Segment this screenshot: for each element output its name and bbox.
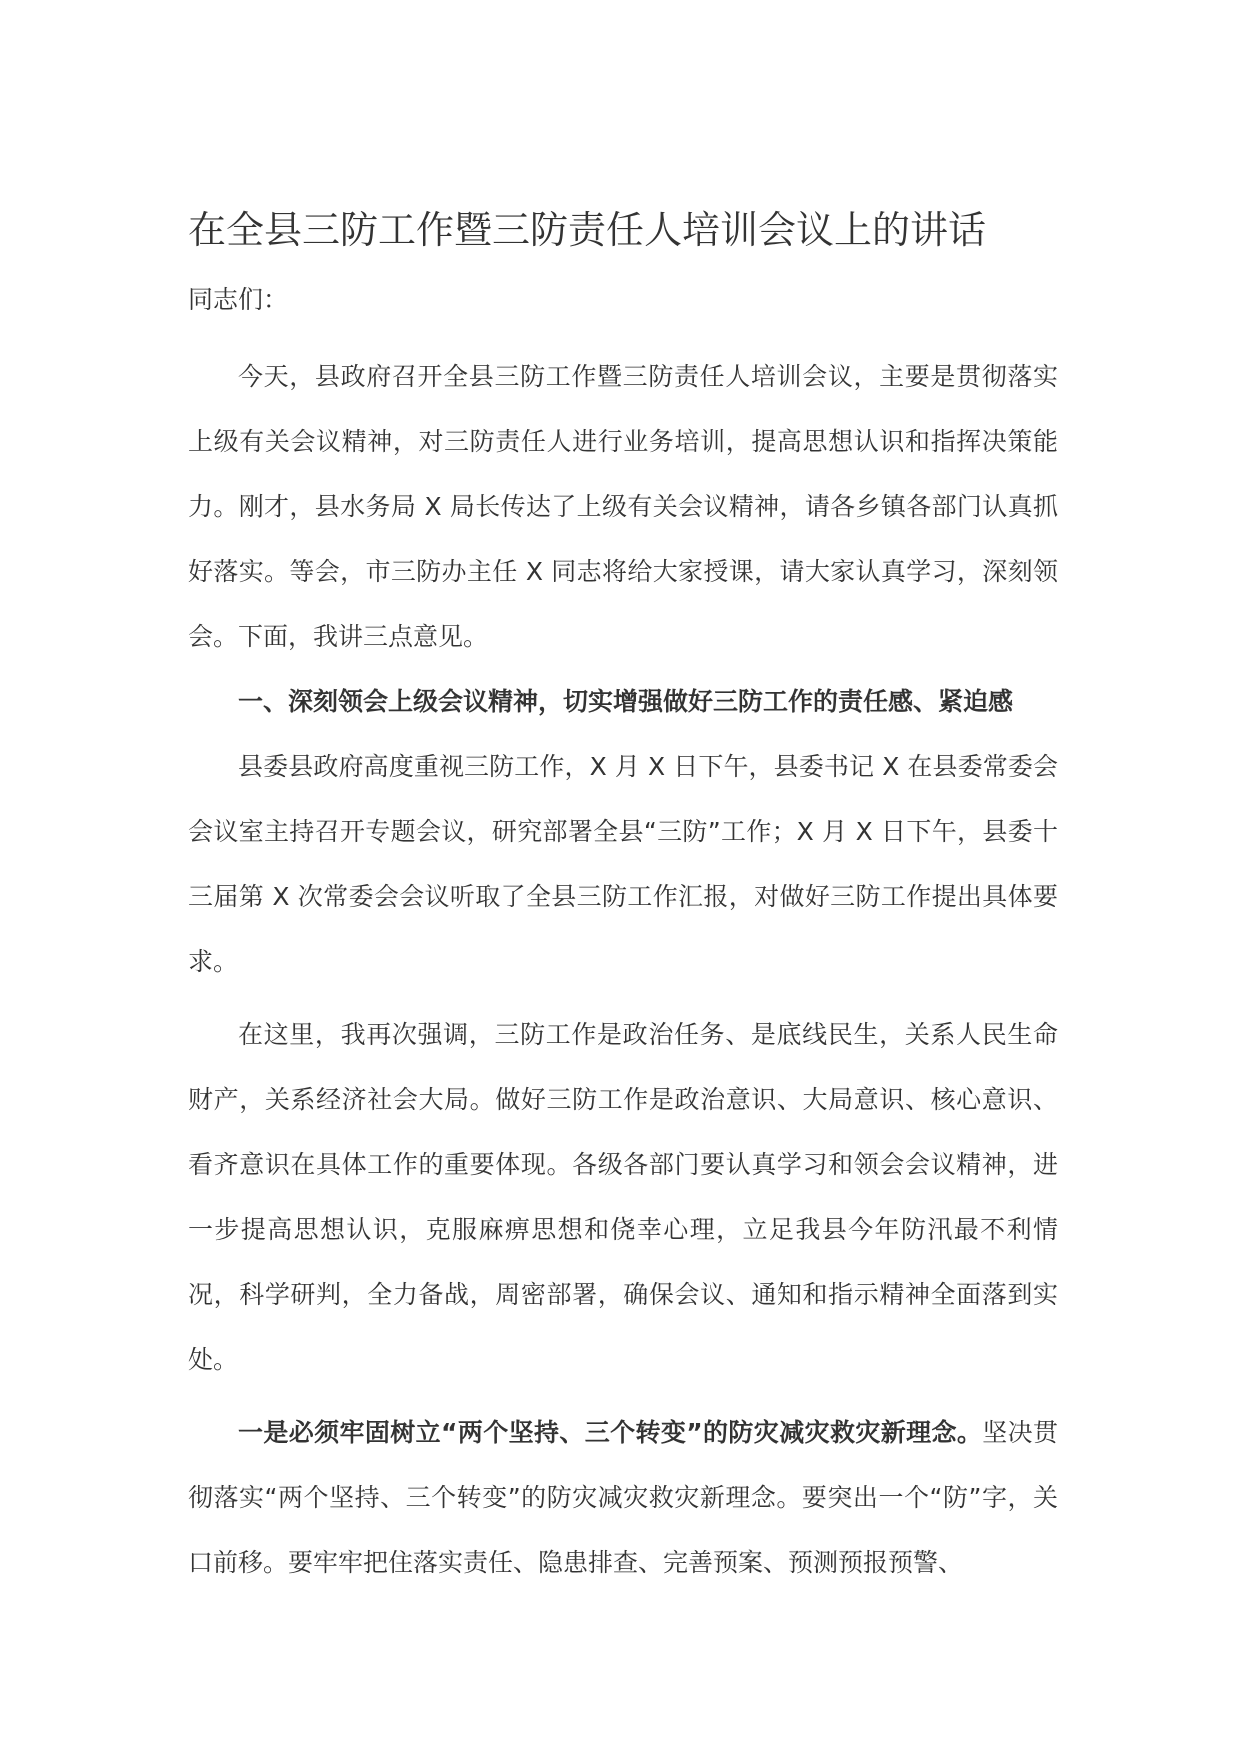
paragraph-emphasis: 在这里，我再次强调，三防工作是政治任务、是底线民生，关系人民生命财产，关系经济社会大局。做好三防工作是政治意识、大局意识、核心意识、看齐意识在具体工作的重要体现。各级各部门要认真学习和领会会议精神，进一步提高思想认识，克服麻痹思想和侥幸心理，立足我县今年防汛最不利情况，科学研判，全力备战，周密部署，确保会议、通知和指示精神全面落到实处。	[188, 1020, 1058, 1374]
first-point-text: 坚决贯彻落实“两个坚持、三个转变”的防灾减灾救灾新理念。要突出一个“防”字，关口前移。要牢牢把住落实责任、隐患排查、完善预案、预测预报预警、	[188, 1418, 1058, 1577]
paragraph-county-meetings: 县委县政府高度重视三防工作，X 月 X 日下午，县委书记 X 在县委常委会会议室主持召开专题会议，研究部署全县“三防”工作；X 月 X 日下午，县委十三届第 X 次常委会会议听取了全县三防工作汇报，对做好三防工作提出具体要求。	[188, 752, 1058, 976]
first-point-lead: 一是必须牢固树立“两个坚持、三个转变”的防灾减灾救灾新理念。	[238, 1418, 983, 1447]
section-heading-1: 一、深刻领会上级会议精神，切实增强做好三防工作的责任感、紧迫感	[238, 687, 1014, 716]
paragraph-opening: 今天，县政府召开全县三防工作暨三防责任人培训会议，主要是贯彻落实上级有关会议精神，对三防责任人进行业务培训，提高思想认识和指挥决策能力。刚才，县水务局 X 局长传达了上级有关会议精神，请各乡镇各部门认真抓好落实。等会，市三防办主任 X 同志将给大家授课，请大家认真学习，深刻领会。下面，我讲三点意见。	[188, 362, 1058, 651]
salutation: 同志们：	[188, 285, 289, 314]
document-title: 在全县三防工作暨三防责任人培训会议上的讲话	[188, 208, 987, 252]
document-body	[188, 200, 1058, 1595]
paragraph-first-point	[188, 1400, 1058, 1595]
